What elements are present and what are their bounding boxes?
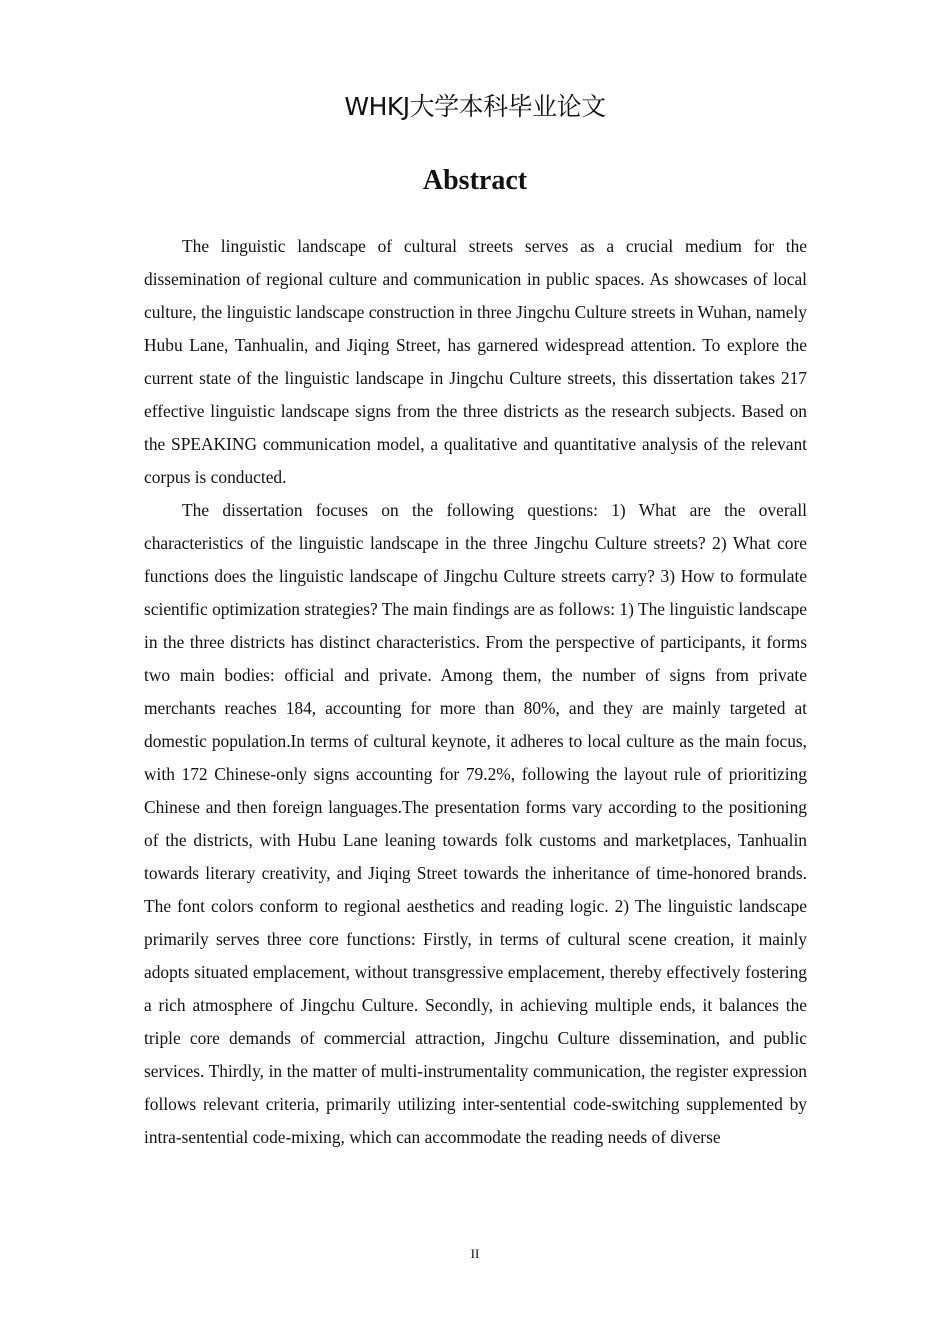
- abstract-title: Abstract: [422, 165, 528, 196]
- abstract-paragraph-2: The dissertation focuses on the following questions: 1) What are the overall characteristics of the linguistic landscape in the three Jingchu Culture streets? 2) What core functions does the linguistic landscape of Jingchu Culture streets carry? 3) How to formulate scientific optimization strategies? The main findings are as follows: 1) The linguistic landscape in the three districts has distinct characteristics. From the perspective of participants, it forms two main bodies: official and private. Among them, the number of signs from private merchants reaches 184, accounting for more than 80%, and they are mainly targeted at domestic population.In terms of cultural keynote, it adheres to local culture as the main focus, with 172 Chinese-only signs accounting for 79.2%, following the layout rule of prioritizing Chinese and then foreign languages.The presentation forms vary according to the positioning of the districts, with Hubu Lane leaning towards folk customs and marketplaces, Tanhualin towards literary creativity, and Jiqing Street towards the inheritance of time-honored brands. The font colors conform to regional aesthetics and reading logic. 2) The linguistic landscape primarily serves three core functions: Firstly, in terms of cultural scene creation, it mainly adopts situated emplacement, without transgressive emplacement, thereby effectively fostering a rich atmosphere of Jingchu Culture. Secondly, in achieving multiple ends, it balances the triple core demands of commercial attraction, Jingchu Culture dissemination, and public services. Thirdly, in the matter of multi-instrumentality communication, the register expression follows relevant criteria, primarily utilizing inter-sentential code-switching supplemented by intra-sentential code-mixing, which can accommodate the reading needs of diverse: [144, 500, 807, 1147]
- abstract-paragraph-1: The linguistic landscape of cultural streets serves as a crucial medium for the dissemination of regional culture and communication in public spaces. As showcases of local culture, the linguistic landscape construction in three Jingchu Culture streets in Wuhan, namely Hubu Lane, Tanhualin, and Jiqing Street, has garnered widespread attention. To explore the current state of the linguistic landscape in Jingchu Culture streets, this dissertation takes 217 effective linguistic landscape signs from the three districts as the research subjects. Based on the SPEAKING communication model, a qualitative and quantitative analysis of the relevant corpus is conducted.: [144, 236, 807, 487]
- page-number: II: [470, 1246, 480, 1261]
- running-header: WHKJ大学本科毕业论文: [344, 92, 606, 121]
- abstract-body: [144, 230, 807, 1154]
